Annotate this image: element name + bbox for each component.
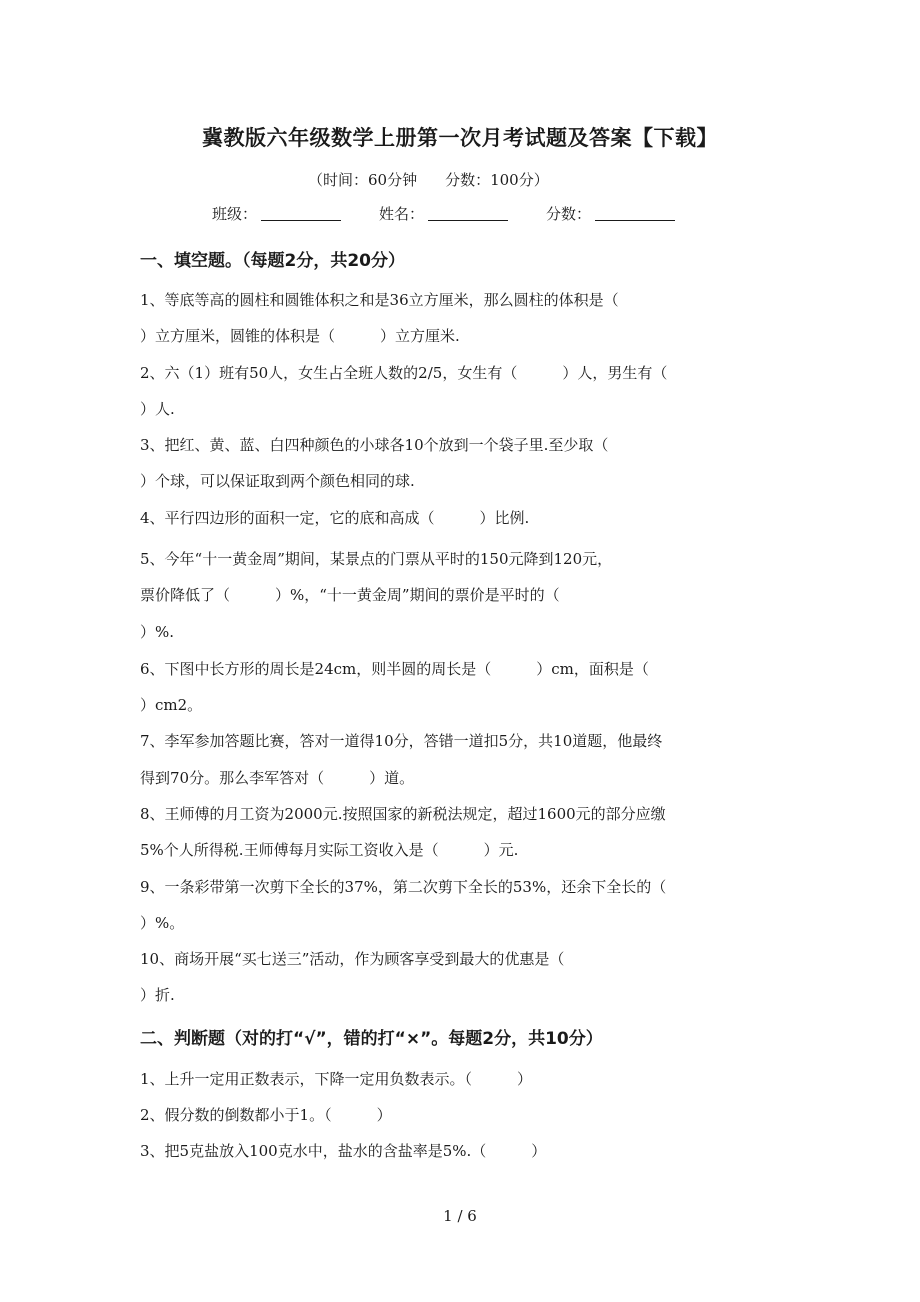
question-line: 7、李军参加答题比赛，答对一道得10分，答错一道扣5分，共10道题，他最终: [140, 732, 663, 750]
score-field: [546, 203, 675, 224]
question-line: ）cm2。: [140, 696, 203, 714]
question-line: 3、把5克盐放入100克水中，盐水的含盐率是5%.（ ）: [140, 1142, 547, 1160]
time-limit: （时间：60分钟: [308, 171, 418, 189]
question-line: ）个球，可以保证取到两个颜色相同的球.: [140, 472, 415, 490]
name-label: 姓名：: [379, 205, 425, 223]
exam-meta: [308, 169, 549, 190]
question-line: 1、等底等高的圆柱和圆锥体积之和是36立方厘米，那么圆柱的体积是（: [140, 291, 619, 309]
question-line: 得到70分。那么李军答对（ ）道。: [140, 769, 415, 787]
class-label: 班级：: [212, 205, 258, 223]
name-field: [379, 203, 508, 224]
question-line: 3、把红、黄、蓝、白四种颜色的小球各10个放到一个袋子里.至少取（: [140, 436, 609, 454]
question-line: ）%。: [140, 914, 185, 932]
student-info-row: [212, 203, 713, 224]
question-line: 1、上升一定用正数表示，下降一定用负数表示。（ ）: [140, 1070, 533, 1088]
question-line: 10、商场开展“买七送三”活动，作为顾客享受到最大的优惠是（: [140, 950, 565, 968]
class-field: [212, 203, 341, 224]
score-blank: [595, 205, 675, 221]
question-line: ）人.: [140, 400, 175, 418]
section-heading-fill-blank: 一、填空题。（每题2分，共20分）: [140, 251, 405, 271]
question-line: 2、假分数的倒数都小于1。（ ）: [140, 1106, 392, 1124]
name-blank: [428, 205, 508, 221]
question-line: ）立方厘米，圆锥的体积是（ ）立方厘米.: [140, 327, 460, 345]
question-line: 5、今年“十一黄金周”期间，某景点的门票从平时的150元降到120元，: [140, 550, 613, 568]
question-line: 5%个人所得税.王师傅每月实际工资收入是（ ）元.: [140, 841, 519, 859]
question-line: 6、下图中长方形的周长是24cm，则半圆的周长是（ ）cm，面积是（: [140, 660, 649, 678]
page-number: 1 / 6: [443, 1207, 477, 1225]
question-line: ）%.: [140, 623, 175, 641]
question-line: ）折.: [140, 986, 175, 1004]
section-heading-true-false: 二、判断题（对的打“√”，错的打“×”。每题2分，共10分）: [140, 1029, 603, 1049]
question-line: 9、一条彩带第一次剪下全长的37%，第二次剪下全长的53%，还余下全长的（: [140, 878, 667, 896]
question-line: 4、平行四边形的面积一定，它的底和高成（ ）比例.: [140, 509, 530, 527]
exam-title: 冀教版六年级数学上册第一次月考试题及答案【下载】: [202, 126, 718, 150]
question-line: 2、六（1）班有50人，女生占全班人数的2/5，女生有（ ）人，男生有（: [140, 364, 668, 382]
total-score: 分数：100分）: [445, 171, 549, 189]
question-line: 票价降低了（ ）%，“十一黄金周”期间的票价是平时的（: [140, 586, 560, 604]
class-blank: [261, 205, 341, 221]
question-line: 8、王师傅的月工资为2000元.按照国家的新税法规定，超过1600元的部分应缴: [140, 805, 666, 823]
score-label: 分数：: [546, 205, 592, 223]
